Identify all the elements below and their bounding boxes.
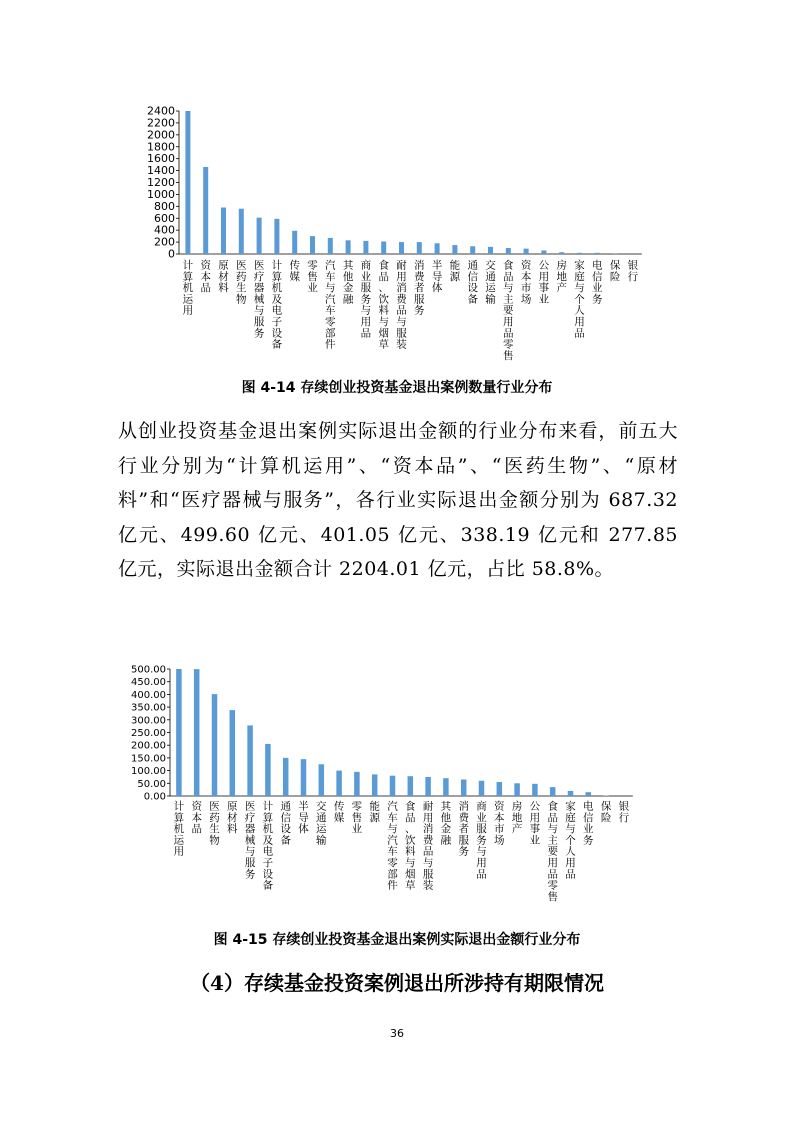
- chart2-bar: [461, 779, 467, 796]
- chart1-category-label: 传媒: [289, 259, 300, 283]
- chart2-category-label: 食品与主要用品零售: [547, 800, 558, 903]
- chart1-category-label: 资本品: [200, 259, 211, 295]
- chart1-category-label: 家庭与个人用品: [574, 259, 585, 340]
- chart1-y-tick-label: 0: [168, 247, 175, 261]
- chart1-y-tick-label: 400: [154, 223, 175, 237]
- chart2-bar: [425, 777, 431, 796]
- chart1-category-label: 交通运输: [485, 259, 496, 306]
- chart2-bar: [586, 792, 592, 796]
- chart2-category-label: 医药生物: [209, 800, 220, 847]
- chart2-bar: [283, 758, 289, 796]
- chart1-category-label: 银行: [627, 259, 639, 283]
- chart2-bar: [550, 787, 556, 796]
- chart1-y-tick-label: 800: [154, 199, 175, 213]
- chart1-bar: [185, 111, 190, 254]
- chart2-bar: [354, 772, 360, 796]
- chart2-bar: [372, 774, 378, 796]
- chart1-category-label: 原材料: [218, 259, 229, 295]
- chart2-category-label: 医疗器械与服务: [244, 800, 256, 881]
- chart2-y-tick-label: 350.00: [131, 702, 166, 714]
- chart1-category-label: 资本市场: [520, 259, 532, 306]
- chart1-bar: [488, 247, 493, 254]
- chart1-bar: [239, 209, 244, 254]
- chart2-category-label: 零售业: [351, 800, 363, 836]
- chart2-bar: [194, 669, 200, 796]
- chart2-bar: [408, 776, 414, 796]
- chart1-y-tick-label: 1000: [147, 187, 175, 201]
- chart1-bar: [310, 236, 315, 254]
- chart2-y-tick-label: 100.00: [131, 766, 166, 778]
- chart2-category-label: 公用事业: [529, 800, 541, 847]
- chart1-bar: [595, 253, 600, 254]
- chart1-y-tick-label: 1800: [147, 140, 175, 154]
- chart2-category-label: 汽车与汽车零部件: [387, 800, 398, 892]
- chart2-y-tick-label: 150.00: [131, 753, 166, 765]
- chart1-bar: [292, 231, 297, 254]
- chart1-bar: [328, 238, 333, 254]
- chart2-y-tick-label: 250.00: [131, 728, 166, 739]
- page-number: 36: [390, 1027, 404, 1040]
- chart2-y-tick-label: 400.00: [131, 689, 166, 701]
- chart1-category-label: 通信设备: [467, 259, 478, 306]
- chart2-category-label: 通信设备: [280, 800, 291, 847]
- chart2-bar: [265, 744, 271, 796]
- chart1-bar: [541, 250, 546, 254]
- chart2-y-tick-label: 50.00: [137, 778, 166, 790]
- chart2-bar: [603, 795, 609, 796]
- chart2-bar: [390, 776, 396, 796]
- body-paragraph: 从创业投资基金退出案例实际退出金额的行业分布来看，前五大行业分别为“计算机运用”、“资本品”、“医药生物”、“原材料”和“医疗器械与服务”，各行业实际退出金额分别为 687.32 亿元、499.60 亿元、401.05 亿元、338.19 亿元和 277.85 亿元，实际退出金额合计 2204.01 亿元，占比 58.8%。: [118, 420, 678, 580]
- chart1-y-tick-label: 2200: [147, 116, 175, 130]
- chart1-bar: [577, 253, 582, 254]
- chart2-category-label: 其他金融: [440, 800, 452, 847]
- chart2-y-tick-label: 450.00: [131, 677, 166, 689]
- chart1-bar: [559, 252, 564, 254]
- chart1-category-label: 医疗器械与服务: [253, 259, 265, 340]
- chart2-y-tick-label: 0.00: [143, 791, 166, 803]
- chart2-category-label: 计算机及电子设备: [262, 800, 274, 892]
- chart1-category-label: 其他金融: [342, 259, 354, 306]
- chart1-category-label: 食品、饮料与烟草: [378, 259, 389, 351]
- chart1-bar: [381, 241, 386, 254]
- chart1-y-tick-label: 1400: [147, 164, 175, 178]
- chart1-bar: [399, 242, 404, 254]
- chart2-bar: [443, 778, 449, 796]
- figure-caption-4-14: 图 4-14 存续创业投资基金退出案例数量行业分布: [241, 380, 553, 396]
- chart2-bar: [176, 669, 182, 796]
- chart2-category-label: 原材料: [227, 800, 238, 836]
- chart2-y-tick-label: 200.00: [131, 740, 166, 752]
- chart1-category-label: 汽车与汽车零部件: [325, 259, 336, 351]
- chart1-y-tick-label: 1600: [147, 152, 175, 166]
- chart2-category-label: 食品、饮料与烟草: [405, 800, 416, 892]
- chart1-category-label: 食品与主要用品零售: [503, 259, 514, 362]
- chart1-y-tick-label: 600: [154, 211, 175, 225]
- chart1-bar: [470, 246, 475, 254]
- chart1-bar: [363, 241, 368, 254]
- chart2-category-label: 计算机运用: [173, 800, 185, 858]
- chart2-bar: [230, 710, 236, 796]
- chart1-bar: [257, 218, 262, 254]
- chart2-category-label: 家庭与个人用品: [565, 800, 576, 881]
- chart2-category-label: 保险: [600, 800, 612, 824]
- chart1-bar: [203, 167, 208, 254]
- chart2-bar: [319, 764, 325, 796]
- chart1-y-tick-label: 200: [154, 235, 175, 249]
- chart2-bar: [479, 781, 485, 796]
- chart1-category-label: 零售业: [307, 259, 318, 295]
- chart1-category-label: 能源: [449, 259, 461, 283]
- chart2-bar: [336, 771, 342, 796]
- chart1-bar: [506, 248, 511, 254]
- chart2-y-tick-label: 300.00: [131, 715, 166, 727]
- chart1-category-label: 公用事业: [538, 259, 550, 306]
- chart1-category-label: 商业服务与用品: [360, 259, 372, 340]
- chart1-category-label: 计算机运用: [182, 259, 194, 317]
- chart2-bar: [514, 783, 520, 796]
- chart2-bar: [532, 784, 538, 796]
- chart1-bar: [346, 240, 351, 254]
- chart1-category-label: 半导体: [431, 259, 443, 295]
- chart2-category-label: 半导体: [298, 800, 309, 836]
- chart1-y-tick-label: 1200: [147, 176, 175, 189]
- chart1-category-label: 保险: [609, 259, 621, 283]
- chart1-category-label: 耐用消费品与服装: [396, 259, 407, 351]
- chart2-y-tick-label: 500.00: [131, 664, 166, 676]
- chart1-category-label: 医药生物: [236, 259, 247, 306]
- chart2-category-label: 传媒: [333, 800, 345, 824]
- chart2-category-label: 能源: [369, 800, 380, 824]
- chart2-category-label: 消费者服务: [458, 800, 469, 858]
- figure-caption-4-15: 图 4-15 存续创业投资基金退出案例实际退出金额行业分布: [213, 932, 581, 948]
- chart1-category-label: 消费者服务: [414, 259, 425, 317]
- chart2-category-label: 电信业务: [583, 800, 594, 847]
- chart2-bar: [212, 694, 218, 796]
- chart2-bar: [247, 725, 253, 796]
- chart1-bar: [221, 208, 226, 254]
- chart1-category-label: 电信业务: [592, 259, 603, 306]
- chart2-bar: [497, 782, 503, 796]
- chart2-bar: [301, 759, 307, 796]
- chart2-category-label: 资本市场: [494, 800, 505, 847]
- chart1-category-label: 房地产: [556, 259, 567, 295]
- section-heading: （4）存续基金投资案例退出所涉持有期限情况: [190, 971, 604, 995]
- chart2-category-label: 交通运输: [316, 800, 327, 847]
- chart1-y-tick-label: 2000: [147, 128, 175, 142]
- chart2-category-label: 耐用消费品与服装: [422, 800, 434, 892]
- chart1-category-label: 计算机及电子设备: [271, 259, 283, 351]
- chart2-category-label: 银行: [618, 800, 630, 824]
- chart1-bar: [524, 249, 529, 254]
- chart1-bar: [417, 242, 422, 254]
- chart2-category-label: 商业服务与用品: [476, 800, 487, 881]
- chart1-bar: [435, 243, 440, 254]
- chart2-category-label: 房地产: [511, 800, 523, 836]
- chart1-bar: [274, 219, 279, 254]
- chart2-bar: [568, 791, 574, 796]
- chart1-y-tick-label: 2400: [147, 104, 175, 118]
- chart2-category-label: 资本品: [191, 800, 202, 836]
- chart1-bar: [452, 245, 457, 254]
